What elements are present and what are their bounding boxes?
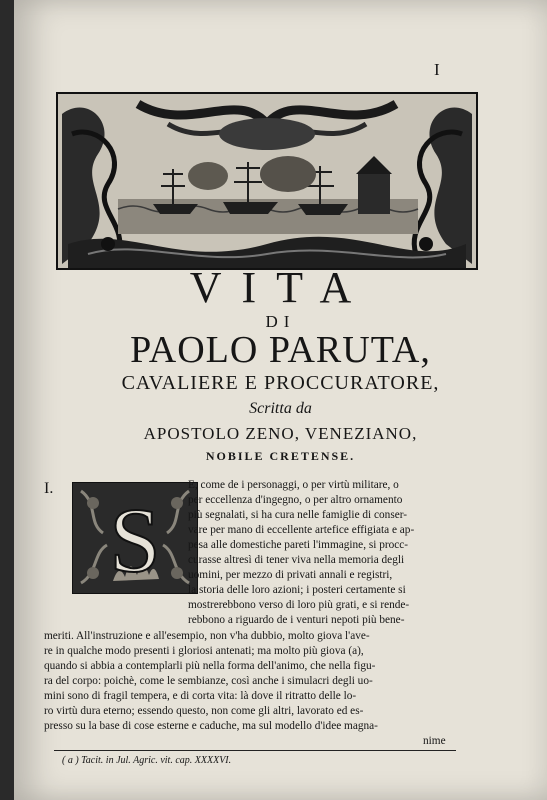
body-line: pesa alle domestiche pareti l'immagine, si procc- bbox=[188, 539, 409, 551]
page-number: I bbox=[434, 60, 440, 79]
title-di: DI bbox=[265, 312, 296, 331]
body-line: più segnalati, si ha cura nelle famiglie di conser- bbox=[188, 509, 408, 521]
body-line: E, come de i personaggi, o per virtù militare, o bbox=[188, 479, 399, 491]
catchword: nime bbox=[423, 735, 446, 747]
section-number: I. bbox=[44, 480, 54, 497]
footnote-rule bbox=[54, 750, 456, 751]
body-line: ra del corpo: poichè, come le sembianze, così anche i simulacri degli uo- bbox=[44, 675, 373, 687]
body-line: vare per mano di eccellente artefice effigiata e ap- bbox=[188, 524, 415, 536]
body-line: mini sono di fragil tempera, e di corta vita: là dove il ritratto delle lo- bbox=[44, 690, 357, 702]
body-line: presso su la base di cose esterne e caduche, ma sul modello d'idee magna- bbox=[44, 720, 378, 732]
title-scritta: Scritta da bbox=[249, 400, 312, 417]
body-line: ro virtù dura eterno; essendo questo, non come gli altri, lavorato ed es- bbox=[44, 705, 364, 717]
body-line: mostrerebbono verso di loro più grati, e si rende- bbox=[188, 599, 410, 611]
decorated-initial-s-icon bbox=[73, 483, 197, 593]
title-author: APOSTOLO ZENO, VENEZIANO, bbox=[143, 424, 418, 443]
body-line: rebbono a riguardo de i venturi nepoti più bene- bbox=[188, 614, 405, 626]
title-rank: CAVALIERE E PROCCURATORE, bbox=[121, 372, 440, 394]
drop-cap-initial bbox=[72, 482, 198, 594]
body-line: meriti. All'instruzione e all'esempio, non v'ha dubbio, molto giova l'ave- bbox=[44, 630, 370, 642]
body-line: re in qualche modo presenti i gloriosi antenati; ma molto più giova (a), bbox=[44, 645, 364, 657]
book-page bbox=[14, 0, 547, 800]
sea-battle-engraving bbox=[58, 94, 476, 268]
body-line: uomini, per mezzo di privati annali e registri, bbox=[188, 569, 393, 581]
body-line: curasse altresì di tener viva nella memoria degli bbox=[188, 554, 405, 566]
title-name: PAOLO PARUTA, bbox=[130, 329, 431, 371]
title-vita: VITA bbox=[189, 263, 372, 312]
body-line: la storia delle loro azioni; i posteri certamente si bbox=[188, 584, 406, 596]
svg-text:S: S bbox=[109, 489, 161, 591]
body-line: per eccellenza d'ingegno, o per altro ornamento bbox=[188, 494, 403, 506]
footnote: ( a ) Tacit. in Jul. Agric. vit. cap. XXXXVI. bbox=[62, 755, 232, 766]
title-nobile: NOBILE CRETENSE. bbox=[205, 449, 356, 463]
headpiece-ornament bbox=[56, 92, 478, 270]
body-line: quando si abbia a contemplarli più nella forma dell'animo, che nella figu- bbox=[44, 660, 376, 672]
